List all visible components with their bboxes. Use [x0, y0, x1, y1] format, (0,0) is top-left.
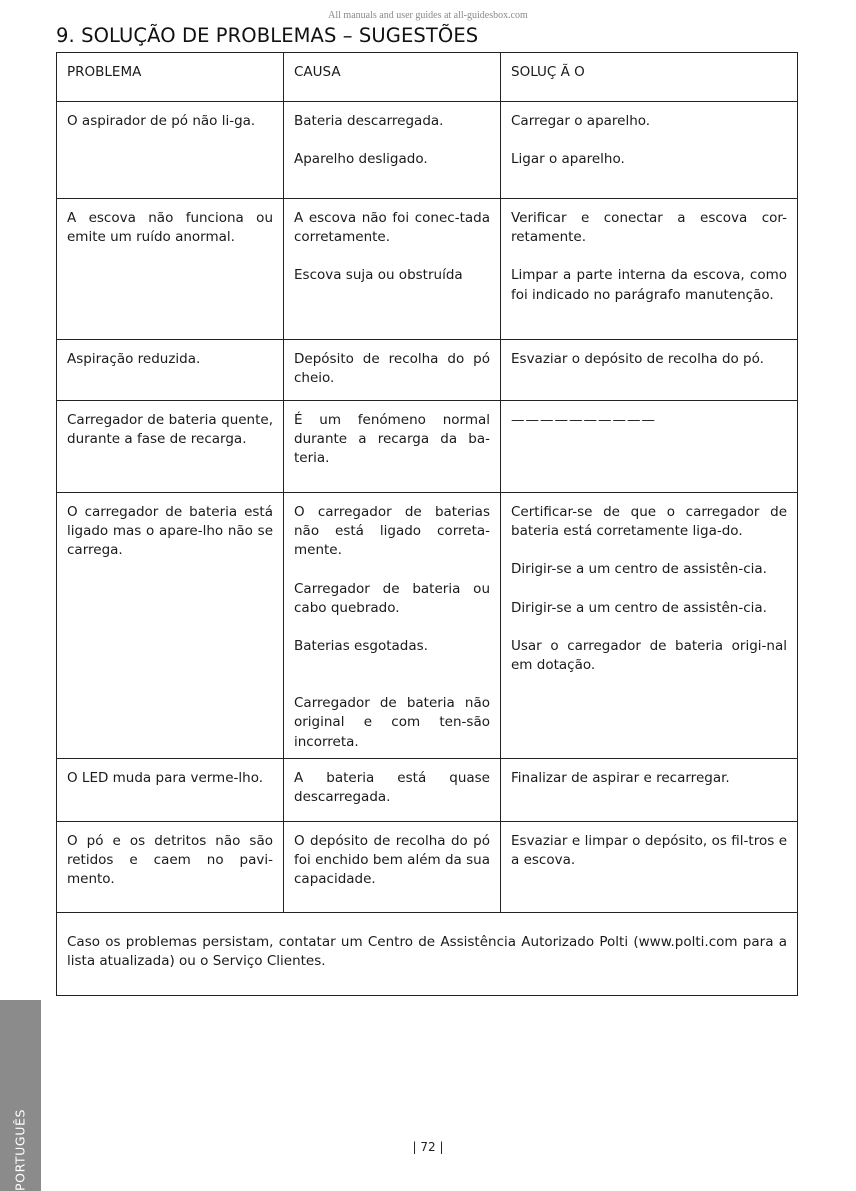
- cause-text: A escova não foi conec-tada corretamente.: [294, 210, 490, 246]
- cause-cell: [284, 401, 501, 493]
- page-title: 9. SOLUÇÃO DE PROBLEMAS – SUGESTÕES: [56, 24, 479, 47]
- solution-cell: [501, 102, 798, 199]
- solution-text: Verificar e conectar a escova cor-retamente.: [511, 210, 787, 246]
- cause-text: Baterias esgotadas.: [294, 638, 428, 655]
- header-cause: CAUSA: [284, 53, 501, 102]
- problem-cell: O aspirador de pó não li-ga.: [57, 102, 284, 199]
- solution-text: Esvaziar e limpar o depósito, os fil-tros e a escova.: [511, 833, 787, 869]
- cause-cell: [284, 199, 501, 340]
- header-solution: SOLUÇ Ã O: [501, 53, 798, 102]
- solution-cell: [501, 199, 798, 340]
- cause-cell: [284, 493, 501, 759]
- problem-cell: O LED muda para verme-lho.: [57, 759, 284, 822]
- cause-text: A bateria está quase descarregada.: [294, 770, 490, 806]
- solution-cell: [501, 759, 798, 822]
- cause-text: Carregador de bateria ou cabo quebrado.: [294, 580, 490, 616]
- solution-text: Limpar a parte interna da escova, como foi indicado no parágrafo manutenção.: [511, 267, 787, 303]
- table-row: [57, 401, 798, 493]
- solution-cell: [501, 340, 798, 401]
- watermark: All manuals and user guides at all-guidesbox.com: [328, 10, 528, 21]
- troubleshooting-table: [56, 52, 798, 996]
- cause-text: É um fenómeno normal durante a recarga da ba-teria.: [294, 412, 490, 467]
- table-header-row: [57, 53, 798, 102]
- cause-text: Aparelho desligado.: [294, 151, 428, 168]
- solution-text: Certificar-se de que o carregador de bateria está corretamente liga-do.: [511, 504, 787, 540]
- cause-text: O depósito de recolha do pó foi enchido bem além da sua capacidade.: [294, 833, 490, 888]
- language-tab-label: PORTUGUÊS: [12, 1108, 28, 1191]
- cause-cell: [284, 340, 501, 401]
- solution-text: Usar o carregador de bateria origi-nal em dotação.: [511, 637, 787, 674]
- solution-cell: [501, 822, 798, 913]
- footer-note: Caso os problemas persistam, contatar um Centro de Assistência Autorizado Polti (www.polti.com para a lista atualizada) ou o Serviço Clientes.: [57, 913, 798, 996]
- problem-cell: Carregador de bateria quente, durante a fase de recarga.: [57, 401, 284, 493]
- table-row: [57, 493, 798, 759]
- cause-text: O carregador de baterias não está ligado correta-mente.: [294, 504, 490, 559]
- page-number: | 72 |: [412, 1140, 444, 1154]
- cause-text: Escova suja ou obstruída: [294, 267, 463, 284]
- cause-cell: [284, 822, 501, 913]
- header-problem: PROBLEMA: [57, 53, 284, 102]
- problem-cell: Aspiração reduzida.: [57, 340, 284, 401]
- cause-cell: [284, 102, 501, 199]
- table-row: [57, 340, 798, 401]
- solution-text: Carregar o aparelho.: [511, 113, 651, 129]
- table-row: [57, 199, 798, 340]
- cause-text: Bateria descarregada.: [294, 113, 444, 129]
- problem-cell: O carregador de bateria está ligado mas o apare-lho não se carrega.: [57, 493, 284, 759]
- solution-cell: [501, 493, 798, 759]
- table-footer-row: [57, 913, 798, 996]
- solution-text: ——————————: [511, 412, 656, 428]
- solution-text: Dirigir-se a um centro de assistên-cia.: [511, 561, 767, 578]
- cause-cell: [284, 759, 501, 822]
- solution-text: Esvaziar o depósito de recolha do pó.: [511, 351, 764, 367]
- solution-text: Dirigir-se a um centro de assistên-cia.: [511, 599, 767, 616]
- problem-cell: O pó e os detritos não são retidos e caem no pavi-mento.: [57, 822, 284, 913]
- table-row: [57, 822, 798, 913]
- solution-cell: [501, 401, 798, 493]
- cause-text: Carregador de bateria não original e com ten-são incorreta.: [294, 695, 490, 750]
- problem-cell: A escova não funciona ou emite um ruído anormal.: [57, 199, 284, 340]
- table-row: [57, 102, 798, 199]
- solution-text: Ligar o aparelho.: [511, 151, 625, 168]
- solution-text: Finalizar de aspirar e recarregar.: [511, 770, 730, 786]
- language-tab: [0, 1000, 41, 1191]
- table-row: [57, 759, 798, 822]
- cause-text: Depósito de recolha do pó cheio.: [294, 351, 490, 387]
